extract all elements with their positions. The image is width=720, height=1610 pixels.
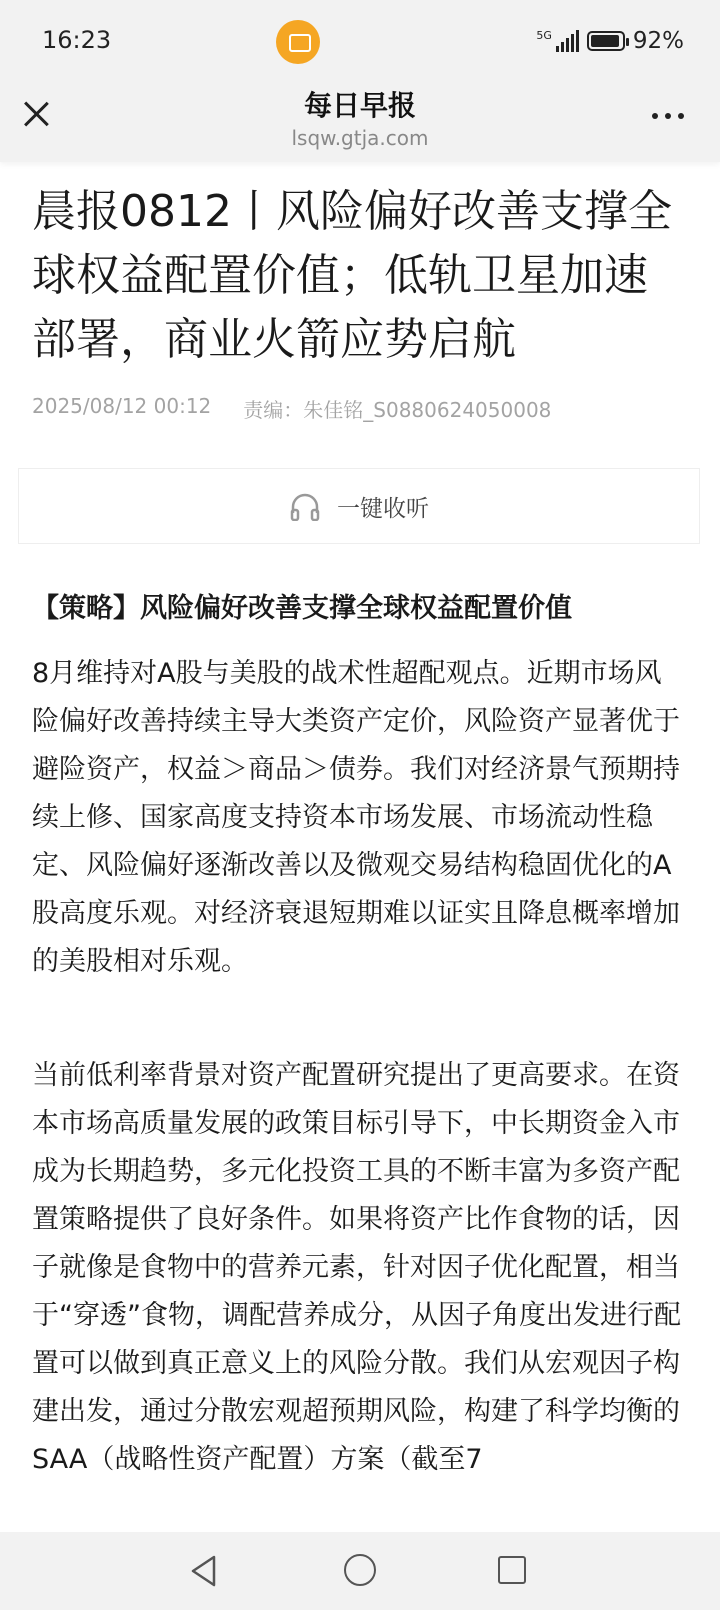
back-icon[interactable] <box>188 1554 220 1588</box>
system-nav-bar <box>0 1532 720 1610</box>
article-header <box>32 180 688 423</box>
article-headline: 晨报0812丨风险偏好改善支撑全球权益配置价值；低轨卫星加速部署，商业火箭应势启航 <box>32 186 672 365</box>
top-bar <box>0 0 720 162</box>
listen-label: 一键收听 <box>337 495 429 522</box>
article-meta <box>32 394 688 423</box>
status-time: 16:23 <box>42 26 112 54</box>
article-date: 2025/08/12 00:12 <box>32 394 212 418</box>
headphone-icon <box>289 491 321 521</box>
signal-icon: 5G <box>536 30 579 52</box>
paragraph: 当前低利率背景对资产配置研究提出了更高要求。在资本市场高质量发展的政策目标引导下，中长期资金入市成为长期趋势，多元化投资工具的不断丰富为多资产配置策略提供了良好条件。如果将资产比作食物的话，因子就像是食物中的营养元素，针对因子优化配置，相当于“穿透”食物，调配营养成分，从因子角度出发进行配置可以做到真正意义上的风险分散。我们从宏观因子构建出发，通过分散宏观超预期风险，构建了科学均衡的SAA（战略性资产配置）方案（截至7 <box>32 1060 681 1475</box>
battery-percent: 92% <box>632 28 684 54</box>
more-icon[interactable] <box>652 106 690 126</box>
listen-button[interactable] <box>18 468 700 544</box>
article-editor: 责编：朱佳铭_S0880624050008 <box>243 398 552 422</box>
status-indicators <box>536 26 684 56</box>
app-notification-icon <box>276 20 320 64</box>
recent-apps-icon[interactable] <box>498 1556 526 1584</box>
section-title: 【策略】风险偏好改善支撑全球权益配置价值 <box>32 593 572 624</box>
page-title: 每日早报 <box>303 89 416 122</box>
paragraph: 8月维持对A股与美股的战术性超配观点。近期市场风险偏好改善持续主导大类资产定价，风险资产显著优于避险资产，权益＞商品＞债券。我们对经济景气预期持续上修、国家高度支持资本市场发展、市场流动性稳定、风险偏好逐渐改善以及微观交易结构稳固优化的A股高度乐观。对经济衰退短期难以证实且降息概率增加的美股相对乐观。 <box>32 658 680 977</box>
battery-icon <box>587 31 625 51</box>
page-url: lsqw.gtja.com <box>291 126 429 150</box>
home-icon[interactable] <box>344 1554 376 1586</box>
